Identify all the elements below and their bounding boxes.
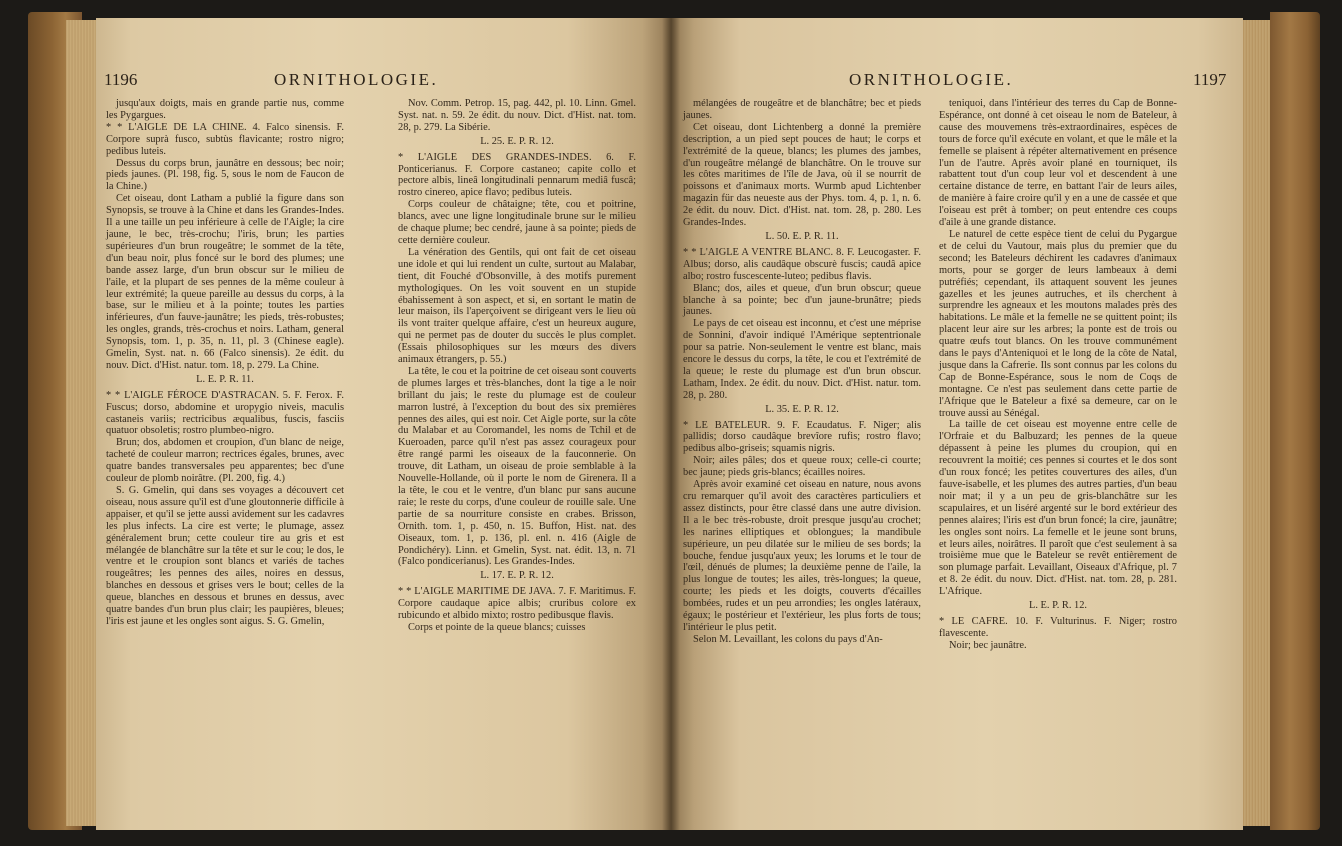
- right-page-number: 1197: [1193, 70, 1227, 89]
- text-paragraph: Brun; dos, abdomen et croupion, d'un blanc de neige, tacheté de couleur marron; rectrices égales, brunes, avec quatre bandes transversales peu apparentes; bec d'une couleur de plomb noirâtre. (Pl. 200, fig. 4.): [106, 437, 344, 485]
- right-cover-edge: [1270, 12, 1320, 830]
- text-paragraph: teniquoi, dans l'intérieur des terres du Cap de Bonne-Espérance, ont donné à cet oiseau le nom de Bateleur, à cause des mouvemens très-extraordinaires, espèces de tours de force qu'il exécute en volant, et que le mâle et la femelle se plaisent à répéter alternativement en présence l'un de l'autre. Après avoir plané en tourniquet, ils rabattent tout d'un coup leur vol et descendent à une certaine distance de terre, en battant l'air de leurs ailes, de manière à faire croire qu'il y en a une de cassée et que l'oiseau est prêt à tomber; on peut entendre ces coups d'aile à une grande distance.: [939, 98, 1177, 229]
- left-page: [96, 18, 671, 830]
- text-paragraph: Après avoir examiné cet oiseau en nature, nous avons cru remarquer qu'il avoit des caractères particuliers et assez distincts, pour être classé dans une autre division. Il a le bec très-robuste, droit presque jusqu'au crochet; les narines elliptiques et oblongues; la mandibule supérieure, un peu dilatée sur le milieu de ses bords; la bouche, fendue jusqu'aux yeux; les lorums et le tour de l'œil, dénués de plumes; la deuxième penne de l'aile, la plus longue de toutes; les ailes, très-longues; la queue, courte; les pieds et les doigts, couverts d'écailles bombées, rudes et un peu arrondies; les ongles latéraux, égaux; le postérieur et l'extérieur, les plus forts de tous; l'intérieur le plus petit.: [683, 479, 921, 633]
- text-paragraph: * * L'AIGLE MARITIME DE JAVA. 7. F. Maritimus. F. Corpore caudaque apice albis; cruribus colore ex rubicundo et albido mixto; rostro pedibusque flavis.: [398, 586, 636, 622]
- text-paragraph: Corps et pointe de la queue blancs; cuisses: [408, 621, 586, 633]
- text-paragraph: La tête, le cou et la poitrine de cet oiseau sont couverts de plumes larges et très-blanches, dont la tige a le noir brillant du jais; le reste du plumage est de couleur marron lustré, à l'exception du bout des six premières pennes des ailes, qui est noir. Cet Aigle porte, sur la côte du Malabar et au Coromandel, les noms de Tchil et de Kueroaden, parce qu'il n'est pas assez courageux pour être rangé parmi les oiseaux de la fauconnerie. On trouve, dit Latham, un oiseau de proie semblable à la Nouvelle-Hollande, où il porte le nom de Girenera. Il a la tête, le cou et le ventre, d'un blanc pur sans aucune raie; le reste du corps, d'une couleur de rouille sale. Une partie de sa nourriture consiste en crabes. Brisson, Ornith. tom. 1, p. 450, n. 15. Buffon, Hist. nat. des Oiseaux, tom. 1, p. 136, pl. enl. n. 416 (Aigle de Pondichéry). Linn. et Gmelin, Syst. nat. édit. 13, n. 71 (Falco pondicerianus). Les Grandes-Indes.: [398, 365, 636, 568]
- text-paragraph: * * L'AIGLE DE LA CHINE. 4. Falco sinensis. F. Corpore suprà fusco, subtùs flavicante; rostro nigro; pedibus luteis.: [106, 121, 344, 157]
- measurement-line: L. E. P. R. 12.: [1028, 600, 1088, 612]
- text-paragraph: * LE BATELEUR. 9. F. Ecaudatus. F. Niger; alis pallidis; dorso caudâque brevîore rufis; rostro flavo; pedibus albo-griseis; squamis nigris.: [683, 419, 921, 455]
- right-column-1: [683, 98, 921, 646]
- right-running-head: ORNITHOLOGIE.: [849, 70, 1014, 89]
- right-page: [671, 18, 1243, 830]
- text-paragraph: La taille de cet oiseau est moyenne entre celle de l'Orfraie et du Balbuzard; les pennes de la queue dépassent à peine les plumes du croupion, qui en recouvrent la moitié; ces pennes si courtes et le dos sont d'un roux foncé; les petites couvertures des ailes, d'un fauve-isabelle, et les plumes des autres parties, d'un beau noir mat; il y a un peu de gris-blanchâtre sur les scapulaires, et un liséré argenté sur le bord extérieur des pennes alaires; l'iris est d'un brun foncé; la cire, jaunâtre; les ongles sont noirs. La femelle et le jeune sont bruns, et leurs ailes, noirâtres. Il paroît que c'est seulement à sa troisième mue que le Bateleur se revêt entièrement de son plumage parfait. Levaillant, Oiseaux d'Afrique, pl. 7 et 8. 2e édit. du nouv. Dict. d'Hist. nat. tom. 28, p. 281. L'Afrique.: [939, 419, 1177, 598]
- measurement-line: L. 35. E. P. R. 12.: [765, 403, 839, 415]
- text-paragraph: Cet oiseau, dont Lichtenberg a donné la première description, a un pied sept pouces de haut; le corps et l'extrémité de la queue, blancs; les plumes des jambes, d'un rougeâtre mélangé de blanchâtre. On le trouve sur les côtes maritimes de l'île de Java, où il se nourrit de poissons et d'animaux morts. Wurmb apud Lichtenber magazin für das neueste aus der Phys. tom. 4, p. 1, n. 6. 2e édit. du nouv. Dict. d'Hist. nat. tom. 28, p. 280. Les Grandes-Indes.: [683, 121, 921, 229]
- text-paragraph: Le pays de cet oiseau est inconnu, et c'est une méprise de Sonnini, d'avoir indiqué l'Amérique septentrionale pour sa patrie. Non-seulement le ventre est blanc, mais encore le dessus du corps, la tête, le cou et l'extrémité de la queue; le reste du plumage est d'un brun obscur. Latham, Index. 2e édit. du nouv. Dict. d'Hist. natur. tom. 28, p. 280.: [683, 318, 921, 401]
- text-paragraph: Cet oiseau, dont Latham a publié la figure dans son Synopsis, se trouve à la Chine et dans les Grandes-Indes. Il a une taille un peu inférieure à celle de l'Aigle; la cire jaune, le bec, très-crochu; l'iris, brun; les parties supérieures d'un brun rougeâtre; le sommet de la tête, d'un beau noir, plus foncé sur le bord des plumes; une bande assez large, d'un brun obscur sur le milieu de l'aile, et la plupart de ses pennes de la même couleur à leur extrémité; la queue pareille au dessus du corps, à la base, sur le milieu et à la pointe; toutes les parties inférieures, d'un fauve-jaunâtre; les pieds, très-robustes; les ongles, grands, très-crochus et noirs. Latham, general Synopsis, tom. 1, p. 35, n. 11, pl. 3 (Chinese eagle). Gmelin, Syst. nat. n. 66 (Falco sinensis). 2e édit. du nouv. Dict. d'Hist. natur. tom. 18, p. 279. La Chine.: [106, 193, 344, 371]
- text-paragraph: * LE CAFRE. 10. F. Vulturinus. F. Niger; rostro flavescente.: [939, 615, 1177, 639]
- measurement-line: L. 17. E. P. R. 12.: [480, 570, 554, 582]
- text-paragraph: Corps couleur de châtaigne; tête, cou et poitrine, blancs, avec une ligne longitudinale brune sur le milieu de chaque plume; bec cendré, jaune à sa pointe; pieds de cette dernière couleur.: [398, 199, 636, 246]
- measurement-line: L. 50. E. P. R. 11.: [765, 230, 839, 242]
- measurement-line: L. E. P. R. 11.: [196, 373, 254, 385]
- text-paragraph: Blanc; dos, ailes et queue, d'un brun obscur; queue blanche à sa pointe; bec d'un jaune-brunâtre; pieds jaunes.: [683, 282, 921, 318]
- text-paragraph: * * L'AIGLE A VENTRE BLANC. 8. F. Leucogaster. F. Albus; dorso, alis caudâque obscurè fuscis; caudâ apice albo; rostro fuscescente-luteo; pedibus flavis.: [683, 246, 921, 282]
- text-paragraph: Nov. Comm. Petrop. 15, pag. 442, pl. 10. Linn. Gmel. Syst. nat. n. 59. 2e édit. du nouv. Dict. d'Hist. nat. tom. 28, p. 279. La Sibérie.: [398, 98, 636, 133]
- text-paragraph: Dessus du corps brun, jaunâtre en dessous; bec noir; pieds jaunes. (Pl. 198, fig. 5, sous le nom de Faucon de la Chine.): [106, 157, 344, 193]
- left-page-number: 1196: [104, 70, 138, 89]
- right-column-2: [939, 98, 1177, 652]
- text-paragraph: S. G. Gmelin, qui dans ses voyages a découvert cet oiseau, nous assure qu'il est d'une gloutonnerie difficile à appaiser, et qu'il se jette aussi avidement sur les cadavres les plus infects. La cire est verte; le plumage, assez généralement brun; cette couleur tire au gris et est mélangée de blanchâtre sur la tête et sur le cou; le dos, le ventre et le croupion sont blancs et variés de taches rougeâtres; les pennes des ailes, noires en dessus, blanches en dessous et grises vers le bout; celles de la queue, blanches en dessous et brunes en dessus, avec quatre bandes d'un brun plus clair; les paupières, bleues; l'iris est jaune et les ongles sont aigus. S. G. Gmelin,: [106, 485, 344, 627]
- text-paragraph: mélangées de rougeâtre et de blanchâtre; bec et pieds jaunes.: [683, 98, 921, 121]
- text-paragraph: * L'AIGLE DES GRANDES-INDES. 6. F. Ponticerianus. F. Corpore castaneo; capite collo et pectore albis, lineâ longitudinali pennarum mediâ fuscâ; rostro cinereo, apice flavo; pedibus luteis.: [398, 151, 636, 199]
- left-running-head: ORNITHOLOGIE.: [274, 70, 439, 89]
- text-paragraph: Noir; bec jaunâtre.: [949, 639, 1027, 651]
- left-column-2: [398, 98, 636, 634]
- text-paragraph: Le naturel de cette espèce tient de celui du Pygargue et de celui du Vautour, mais plus du premier que du second; les Bateleurs déchirent les cadavres d'animaux morts, pour se gorger de leurs lambeaux à demi putréfiés; cependant, ils attaquent souvent les jeunes gazelles et les jeunes autruches, et ils cherchent à surprendre les agneaux et les moutons malades près des habitations. Le mâle et la femelle ne se quittent point; ils placent leur aire sur les arbres; la ponte est de trois ou quatre œufs tout blancs. On les trouve communément dans le pays d'Anteniquoi et le long de la côte de Natal, jusque dans la Cafrerie. Ils sont connus par les colons du Cap de Bonne-Espérance, sous le nom de Coqs de montagne. Ce n'est pas seulement dans cette partie de l'Afrique que le Bateleur a fixé sa demeure, car on le trouve aussi au Sénégal.: [939, 228, 1177, 419]
- text-paragraph: * * L'AIGLE FÉROCE D'ASTRACAN. 5. F. Ferox. F. Fuscus; dorso, abdomine et uropygio niveis, maculis castaneis variis; rectricibus æqualibus, fuscis, fasciis quatuor obsoletis; rostro plumbeo-nigro.: [106, 389, 344, 437]
- text-paragraph: jusqu'aux doigts, mais en grande partie nus, comme les Pygargues.: [106, 98, 344, 121]
- text-paragraph: La vénération des Gentils, qui ont fait de cet oiseau une idole et qui lui rendent un culte, surtout au Malabar, tient, dit Fouché d'Obsonville, à des motifs purement mythologiques. On les voit souvent en un stupide ébahissement à son aspect, et si, en sortant le matin de leur maison, ils l'aperçoivent se dirigeant vers le lieu où ils vont traiter quelque affaire, c'est un heureux augure, qui ne permet pas de douter du succès le plus complet. (Essais philosophiques sur les mœurs des divers animaux étrangers, p. 55.): [398, 246, 636, 366]
- text-paragraph: Selon M. Levaillant, les colons du pays d'An-: [693, 633, 883, 645]
- text-paragraph: Noir; ailes pâles; dos et queue roux; celle-ci courte; bec jaune; pieds gris-blancs; écailles noires.: [683, 455, 921, 479]
- left-column-1: [106, 98, 344, 628]
- measurement-line: L. 25. E. P. R. 12.: [480, 135, 554, 147]
- book-gutter: [662, 18, 680, 830]
